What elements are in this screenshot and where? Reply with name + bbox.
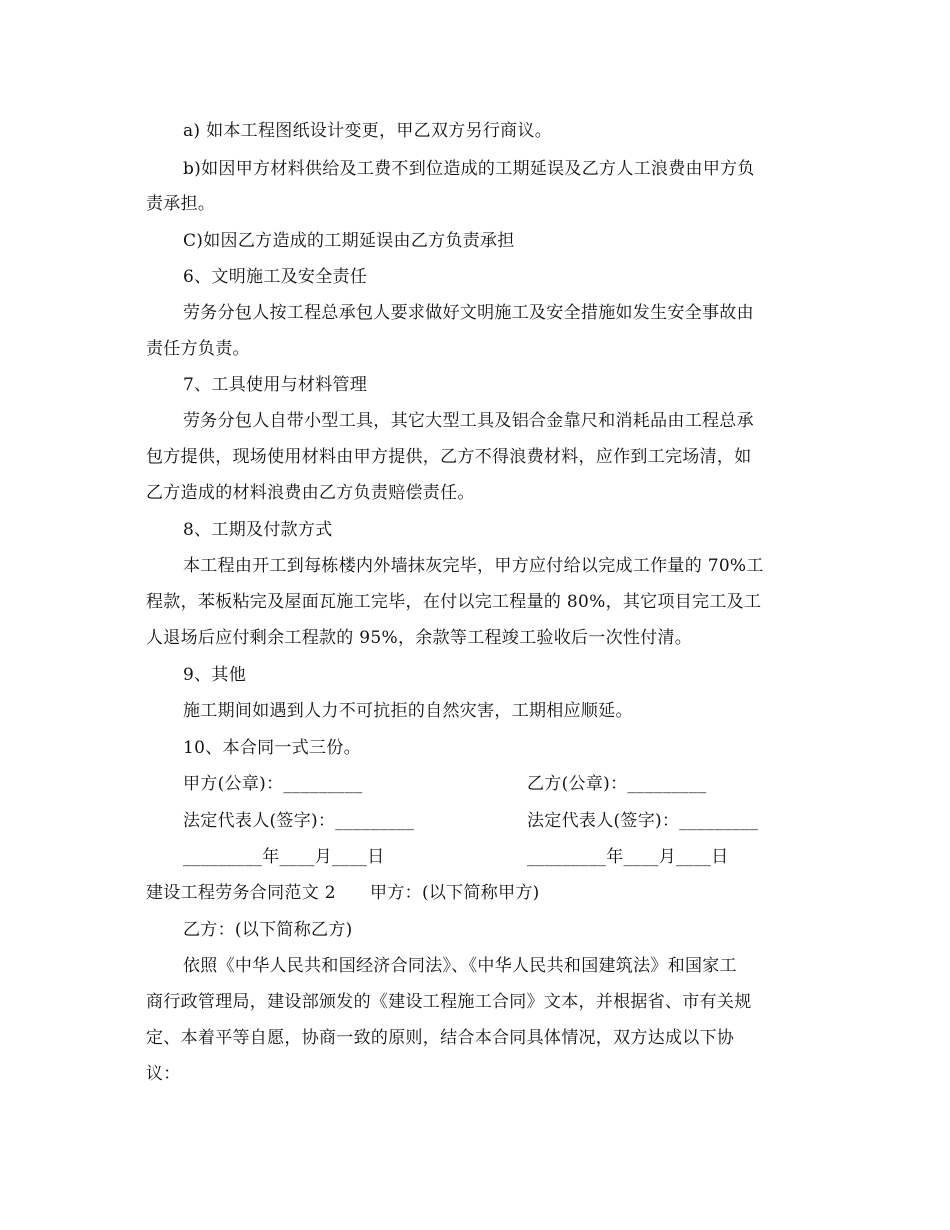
section-6-para-line-1: 劳务分包人按工程总承包人要求做好文明施工及安全措施如发生安全事故由 (183, 303, 754, 323)
party-b-date: _________年____月____日 (527, 847, 729, 867)
clause-b-line-2: 责承担。 (146, 194, 216, 214)
section-7-heading: 7、工具使用与材料管理 (183, 375, 368, 395)
section-10-heading: 10、本合同一式三份。 (183, 738, 361, 758)
section-9-para: 施工期间如遇到人力不可抗拒的自然灾害，工期相应顺延。 (183, 701, 633, 721)
contract-2-preamble-line-2: 商行政管理局，建设部颁发的《建设工程施工合同》文本，并根据省、市有关规 (146, 992, 752, 1012)
party-b-seal: 乙方(公章)：_________ (527, 774, 707, 794)
section-9-heading: 9、其他 (183, 665, 247, 685)
clause-a: a) 如本工程图纸设计变更，甲乙双方另行商议。 (183, 121, 553, 141)
party-a-representative: 法定代表人(签字)：_________ (183, 811, 415, 831)
contract-2-preamble-line-3: 定、本着平等自愿，协商一致的原则，结合本合同具体情况，双方达成以下协 (146, 1028, 735, 1048)
contract-2-party-b: 乙方：(以下简称乙方) (183, 920, 353, 940)
section-8-heading: 8、工期及付款方式 (183, 520, 333, 540)
party-a-date: _________年____月____日 (183, 847, 385, 867)
section-8-para-line-2: 程款，苯板粘完及屋面瓦施工完毕，在付以完工程量的 80%，其它项目完工及工 (146, 592, 762, 612)
clause-c: C)如因乙方造成的工期延误由乙方负责承担 (183, 231, 515, 251)
section-8-para-line-3: 人退场后应付剩余工程款的 95%，余款等工程竣工验收后一次性付清。 (146, 628, 693, 648)
section-7-para-line-1: 劳务分包人自带小型工具，其它大型工具及铝合金靠尺和消耗品由工程总承 (183, 411, 754, 431)
contract-2-heading: 建设工程劳务合同范文 2 甲方：(以下简称甲方) (146, 883, 540, 903)
contract-2-preamble-line-4: 议： (146, 1064, 181, 1084)
section-8-para-line-1: 本工程由开工到每栋楼内外墙抹灰完毕，甲方应付给以完成工作量的 70%工 (183, 556, 764, 576)
contract-2-preamble-line-1: 依照《中华人民共和国经济合同法》、《中华人民共和国建筑法》和国家工 (183, 956, 737, 976)
section-7-para-line-3: 乙方造成的材料浪费由乙方负责赔偿责任。 (146, 483, 475, 503)
party-a-seal: 甲方(公章)：_________ (183, 774, 363, 794)
section-6-para-line-2: 责任方负责。 (146, 339, 250, 359)
section-7-para-line-2: 包方提供，现场使用材料由甲方提供，乙方不得浪费材料，应作到工完场清，如 (146, 447, 752, 467)
party-b-representative: 法定代表人(签字)：_________ (527, 811, 759, 831)
clause-b-line-1: b)如因甲方材料供给及工费不到位造成的工期延误及乙方人工浪费由甲方负 (183, 159, 755, 179)
section-6-heading: 6、文明施工及安全责任 (183, 267, 368, 287)
